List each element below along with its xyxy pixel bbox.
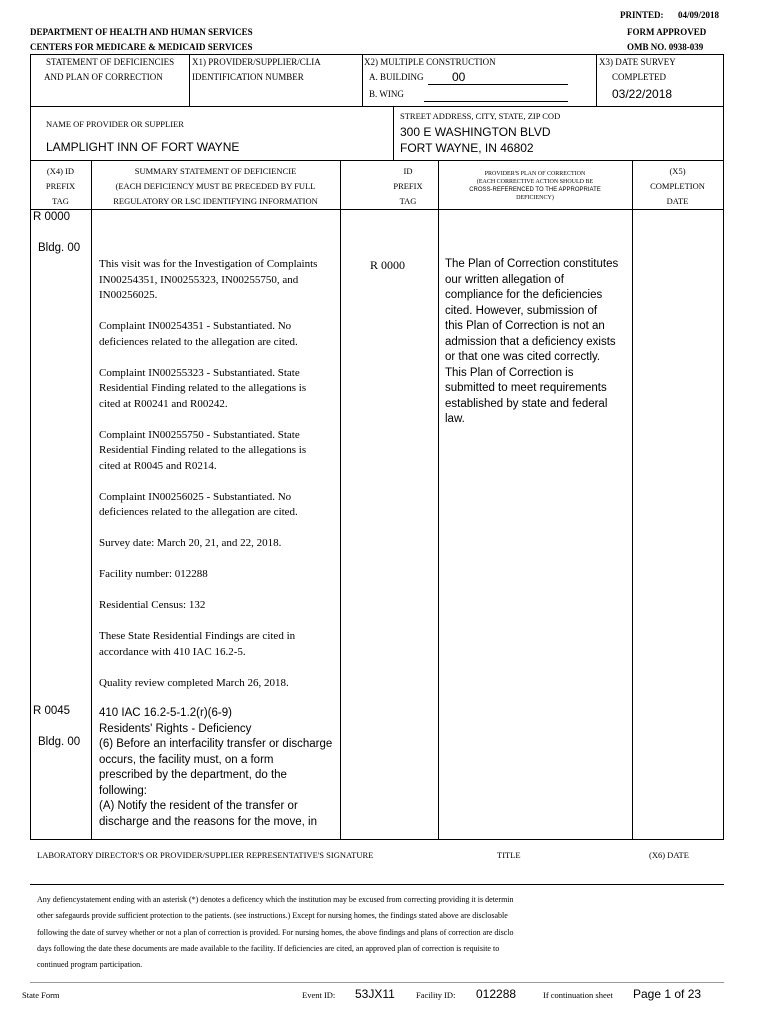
state-form-label: State Form	[22, 990, 60, 1000]
director-signature-label: LABORATORY DIRECTOR'S OR PROVIDER/SUPPLIER REPRESENTATIVE'S SIGNATURE	[37, 850, 374, 860]
address-line-2: FORT WAYNE, IN 46802	[400, 141, 534, 155]
id-header-3: TAG	[399, 196, 417, 206]
r0000-tag: R 0000	[33, 211, 71, 223]
x5-header-3: DATE	[666, 196, 689, 206]
page-number: Page 1 of 23	[633, 987, 702, 1001]
plan-header-1: PROVIDER'S PLAN OF CORRECTION	[484, 171, 586, 177]
footer-rule	[30, 982, 724, 983]
survey-completed-date: 03/22/2018	[612, 87, 673, 101]
r0045-tag: R 0045	[33, 705, 71, 717]
top-border	[30, 54, 724, 55]
x4-header-1: (X4) ID	[46, 166, 75, 176]
x1-label-2: IDENTIFICATION NUMBER	[192, 72, 304, 82]
disclaimer-line: other safegaurds provide sufficient protection to the patients. (see instructions.) Except for nursing homes, the findings stated above are disclosable	[37, 911, 508, 921]
summary-header-2: (EACH DEFICIENCY MUST BE PRECEDED BY FULL	[115, 181, 316, 191]
summary-header-1: SUMMARY STATEMENT OF DEFICIENCIE	[134, 166, 297, 176]
provider-box-bottom	[30, 160, 724, 161]
divider-x1	[189, 54, 190, 106]
disclaimer-line: Any defiencystatement ending with an asterisk (*) denotes a deficency which the institution may be excused from correcting providing it is determin	[37, 895, 514, 904]
plan-header-2: (EACH CORRECTIVE ACTION SHOULD BE	[476, 179, 594, 185]
divider-x3	[596, 54, 597, 106]
x3-label-2: COMPLETED	[612, 72, 666, 82]
divider-x2	[362, 54, 363, 106]
col-divider-1	[91, 160, 92, 840]
facility-id-label: Facility ID:	[416, 990, 456, 1000]
statement-label-2: AND PLAN OF CORRECTION	[44, 72, 163, 82]
provider-name-label: NAME OF PROVIDER OR SUPPLIER	[46, 119, 184, 129]
r0000-bldg: Bldg. 00	[38, 242, 81, 254]
x1-label-1: X1) PROVIDER/SUPPLIER/CLIA	[192, 57, 321, 67]
disclaimer-line: continued program participation.	[37, 960, 143, 970]
disclaimer-line: following the date of survey whether or not a plan of correction is provided. For nursing homes, the above findings and plans of correction are disclo	[37, 927, 514, 937]
summary-header-3: REGULATORY OR LSC IDENTIFYING INFORMATION	[113, 196, 318, 206]
building-label: A. BUILDING	[369, 72, 424, 82]
facility-id-value: 012288	[476, 987, 517, 1001]
col-divider-4	[632, 160, 633, 840]
building-underline	[428, 84, 568, 85]
x5-header-2: COMPLETION	[650, 181, 705, 191]
centers-title: CENTERS FOR MEDICARE & MEDICAID SERVICES	[30, 42, 253, 52]
r0045-summary: 410 IAC 16.2-5-1.2(r)(6-9) Residents' Rights - Deficiency (6) Before an interfacility transfer or discharge occurs, the facility must, on a form prescribed by the department, do the following: (A) Notify the resident of the transfer or discharge and the reasons for the move, in	[99, 707, 333, 828]
x2-label: X2) MULTIPLE CONSTRUCTION	[364, 57, 496, 67]
col-divider-3	[438, 160, 439, 840]
r0000-summary: This visit was for the Investigation of Complaints IN00254351, IN00255323, IN00255750, and IN00256025. Complaint IN00254351 - Substantiated. No deficiences related to the allegation are cited. Complaint IN00255323 - Substantiated. State Residential Finding related to the allegations is cited at R00241 and R00242. Complaint IN00255750 - Substantiated. State Residential Finding related to the allegations is cited at R0045 and R0214. Complaint IN00256025 - Substantiated. No deficiences related to the allegation are cited. Survey date: March 20, 21, and 22, 2018. Facility number: 012288 Residential Census: 132 These State Residential Findings are cited in accordance with 410 IAC 16.2-5. Quality review completed March 26, 2018.	[99, 258, 318, 689]
column-header-bottom	[30, 209, 724, 210]
title-label: TITLE	[497, 850, 521, 860]
provider-divider	[393, 106, 394, 160]
table-bottom	[30, 839, 724, 840]
omb-number: OMB NO. 0938-039	[627, 42, 704, 52]
signature-bottom	[30, 884, 724, 885]
wing-label: B. WING	[369, 89, 404, 99]
continuation-label: If continuation sheet	[543, 990, 613, 1000]
building-value: 00	[452, 70, 466, 84]
statement-label-1: STATEMENT OF DEFICIENCIES	[46, 57, 175, 67]
wing-underline	[424, 101, 568, 102]
r0045-bldg: Bldg. 00	[38, 736, 81, 748]
event-id-value: 53JX11	[355, 987, 395, 1001]
address-label: STREET ADDRESS, CITY, STATE, ZIP COD	[400, 111, 561, 121]
x3-label-1: X3) DATE SURVEY	[599, 57, 676, 67]
x4-header-3: TAG	[52, 196, 69, 206]
r0000-plan-of-correction: The Plan of Correction constitutes our written allegation of compliance for the deficiencies cited. However, submission of this Plan of Correction is not an admission that a deficiency exists or that one was cited correctly. This Plan of Correction is submitted to meet requirements established by state and federal law.	[445, 258, 619, 425]
r0000-id-tag: R 0000	[370, 258, 406, 272]
event-id-label: Event ID:	[302, 990, 336, 1000]
form-approved: FORM APPROVED	[627, 27, 707, 37]
right-border	[723, 54, 724, 840]
top-box-bottom	[30, 106, 724, 107]
x4-header-2: PREFIX	[45, 181, 76, 191]
printed-label: PRINTED:	[620, 10, 664, 20]
disclaimer	[37, 892, 737, 973]
id-header-1: ID	[403, 166, 413, 176]
id-header-2: PREFIX	[393, 181, 423, 191]
printed-date: 04/09/2018	[678, 10, 720, 20]
disclaimer-line: days following the date these documents are made available to the facility. If deficiencies are cited, an approved plan of correction is requisite to	[37, 943, 500, 953]
x6-date-label: (X6) DATE	[649, 850, 689, 860]
x5-header-1: (X5)	[669, 166, 686, 176]
department-title: DEPARTMENT OF HEALTH AND HUMAN SERVICES	[30, 27, 253, 37]
plan-header-4: DEFICIENCY)	[516, 195, 554, 201]
address-line-1: 300 E WASHINGTON BLVD	[400, 125, 551, 139]
provider-name: LAMPLIGHT INN OF FORT WAYNE	[46, 140, 240, 154]
plan-header-3: CROSS-REFERENCED TO THE APPROPRIATE	[469, 187, 601, 193]
